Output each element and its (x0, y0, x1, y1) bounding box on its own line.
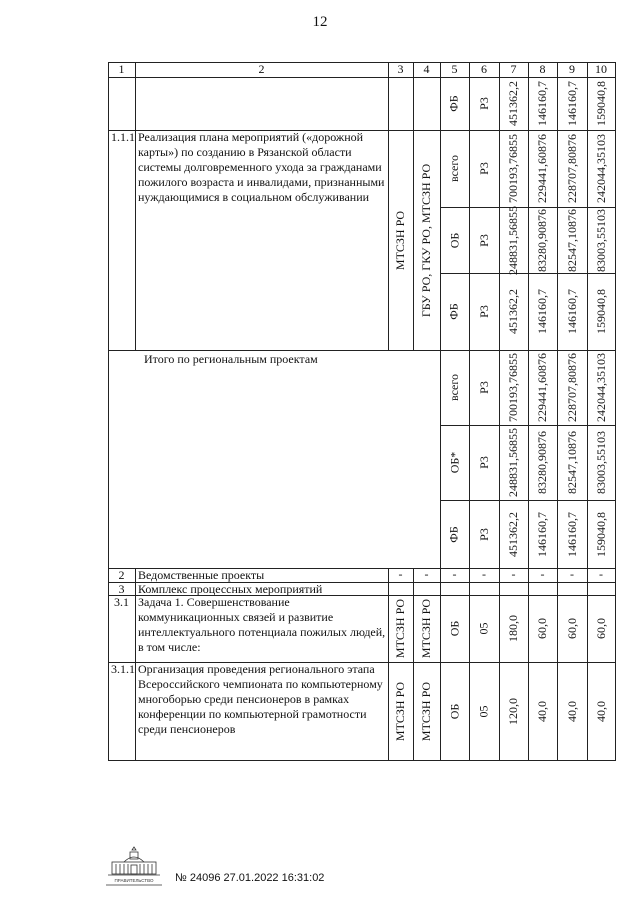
amount-value: 700193,76855 (506, 134, 520, 203)
column-header: 6 (481, 62, 487, 76)
fund-source: ОБ (447, 620, 461, 637)
amount-value: 248831,56855 (506, 205, 520, 275)
amount-value: 40,0 (535, 700, 549, 722)
empty-dash: - (599, 568, 603, 581)
empty-dash: - (540, 568, 545, 581)
amount-value: 228707,80876 (564, 134, 579, 203)
amount-value-cell (499, 77, 528, 130)
table-rule (108, 760, 616, 761)
budget-code-cell (469, 77, 499, 130)
amount-value-cell (528, 130, 557, 207)
amount-value: 82547,10876 (564, 208, 579, 272)
government-seal-icon (104, 846, 164, 890)
amount-value-cell (557, 425, 587, 500)
fund-source: ФБ (447, 303, 461, 320)
fund-source: всего (447, 373, 461, 402)
table-rule (615, 62, 616, 761)
column-header: 1 (118, 62, 125, 76)
amount-value: 229441,60876 (535, 353, 549, 422)
budget-code: 05 (476, 622, 491, 635)
row-title: Задача 1. Совершенствование коммуникационных связей и развитие интеллектуального потенциала пожилых людей, в том числе: (138, 595, 386, 654)
amount-value-cell (557, 130, 587, 207)
fund-source: ОБ (447, 703, 461, 719)
column-header: 8 (539, 62, 546, 76)
budget-code: Р3 (476, 381, 491, 394)
footer (0, 846, 640, 896)
budget-code-cell (469, 662, 499, 760)
empty-dash: - (570, 568, 574, 581)
co-executors: МТСЗН РО (419, 681, 434, 741)
amount-value-cell (499, 207, 528, 273)
column-header: 3 (397, 62, 404, 76)
column-header: 4 (423, 62, 430, 76)
amount-value-cell (557, 207, 587, 273)
amount-value-cell (499, 273, 528, 350)
amount-value: 248831,56855 (506, 428, 520, 497)
amount-value-cell (528, 595, 557, 662)
empty-dash: - (482, 568, 486, 581)
responsible-executor: МТСЗН РО (393, 598, 408, 659)
row-title: Комплекс процессных мероприятий (138, 582, 323, 595)
budget-code: Р3 (476, 233, 491, 247)
row-title: Реализация плана мероприятий («дорожной карты») по созданию в Рязанской области системы долговременного ухода за гражданами пожилого возраста и инвалидами, признанными нуждающимися в социальном обслуживании (138, 130, 385, 204)
amount-value-cell (587, 130, 615, 207)
amount-value: 83003,55103 (593, 208, 608, 272)
amount-value: 82547,10876 (564, 431, 579, 494)
amount-value-cell (587, 77, 615, 130)
amount-value: 229441,60876 (535, 134, 549, 203)
amount-value: 120,0 (506, 697, 520, 725)
budget-code-cell (469, 130, 499, 207)
amount-value: 451362,2 (506, 81, 520, 126)
amount-value: 242044,35103 (593, 353, 608, 422)
column-header: 9 (569, 62, 575, 76)
amount-value-cell (528, 500, 557, 568)
amount-value-cell (587, 207, 615, 273)
amount-value-cell (557, 350, 587, 425)
empty-dash: - (424, 568, 429, 581)
amount-value-cell (499, 595, 528, 662)
svg-text:ПРАВИТЕЛЬСТВО: ПРАВИТЕЛЬСТВО (114, 878, 154, 883)
amount-value-cell (557, 595, 587, 662)
amount-value: 159040,8 (593, 81, 608, 126)
registration-stamp: № 24096 27.01.2022 16:31:02 (175, 872, 325, 884)
amount-value: 146160,7 (535, 289, 549, 334)
amount-value: 146160,7 (535, 511, 549, 557)
column-header: 2 (258, 62, 265, 76)
amount-value: 146160,7 (564, 81, 579, 126)
budget-code: 05 (476, 705, 491, 717)
budget-code-cell (469, 273, 499, 350)
fund-source-cell (440, 425, 469, 500)
amount-value-cell (499, 350, 528, 425)
fund-source: ФБ (447, 95, 461, 112)
empty-dash: - (511, 568, 516, 581)
amount-value-cell (499, 130, 528, 207)
row-number: 3.1.1 (111, 662, 135, 676)
fund-source-cell (440, 207, 469, 273)
amount-value-cell (528, 350, 557, 425)
amount-value: 159040,8 (593, 511, 608, 557)
column-header: 7 (510, 62, 517, 76)
amount-value: 180,0 (506, 615, 520, 642)
row-number: 2 (118, 568, 125, 582)
amount-value: 40,0 (564, 700, 579, 722)
total-title: Итого по региональным проектам (144, 352, 318, 366)
amount-value-cell (587, 500, 615, 568)
amount-value: 242044,35103 (593, 134, 608, 203)
responsible-executor: МТСЗН РО (393, 210, 408, 270)
responsible-executor: МТСЗН РО (393, 681, 408, 741)
budget-code-cell (469, 595, 499, 662)
amount-value-cell (528, 273, 557, 350)
budget-code-cell (469, 207, 499, 273)
amount-value-cell (557, 662, 587, 760)
fund-source-cell (440, 595, 469, 662)
amount-value: 146160,7 (535, 81, 549, 126)
responsible-executor-cell (388, 662, 413, 760)
fund-source-cell (440, 662, 469, 760)
amount-value-cell (587, 273, 615, 350)
fund-source-cell (440, 77, 469, 130)
budget-code-cell (469, 425, 499, 500)
amount-value-cell (528, 77, 557, 130)
amount-value: 228707,80876 (564, 353, 579, 422)
amount-value: 60,0 (564, 618, 579, 639)
amount-value-cell (587, 595, 615, 662)
budget-code-cell (469, 500, 499, 568)
budget-code: Р3 (476, 162, 491, 175)
amount-value: 83280,90876 (535, 431, 549, 494)
co-executors: ГБУ РО, ГКУ РО, МТСЗН РО (419, 163, 433, 317)
co-executors: МТСЗН РО (419, 598, 434, 659)
amount-value: 451362,2 (506, 511, 520, 557)
fund-source: ОБ* (447, 451, 461, 474)
fund-source: ОБ (447, 232, 461, 248)
fund-source-cell (440, 273, 469, 350)
amount-value-cell (557, 273, 587, 350)
budget-code: Р3 (476, 527, 491, 541)
amount-value: 40,0 (593, 700, 608, 722)
amount-value: 146160,7 (564, 289, 579, 334)
budget-code-cell (469, 350, 499, 425)
amount-value-cell (557, 77, 587, 130)
column-header: 5 (451, 62, 458, 76)
amount-value-cell (587, 350, 615, 425)
responsible-executor-cell (388, 595, 413, 662)
row-number: 3.1 (114, 595, 129, 609)
amount-value: 83280,90876 (535, 208, 549, 272)
page-number: 12 (312, 14, 328, 30)
row-number: 3 (118, 582, 125, 595)
fund-source-cell (440, 350, 469, 425)
fund-source: ФБ (447, 525, 461, 543)
empty-dash: - (398, 568, 403, 581)
fund-source: всего (447, 154, 461, 183)
amount-value-cell (587, 662, 615, 760)
amount-value: 700193,76855 (506, 353, 520, 422)
row-title: Ведомственные проекты (138, 568, 265, 582)
budget-code: Р3 (476, 305, 491, 318)
row-number: 1.1.1 (111, 130, 135, 144)
co-executors-cell (413, 662, 440, 760)
amount-value-cell (528, 662, 557, 760)
co-executors-cell (413, 130, 440, 350)
column-header: 10 (595, 62, 607, 76)
budget-code: Р3 (476, 97, 491, 110)
fund-source-cell (440, 130, 469, 207)
amount-value-cell (528, 207, 557, 273)
responsible-executor-cell (388, 130, 413, 350)
amount-value: 451362,2 (506, 289, 520, 334)
amount-value-cell (499, 662, 528, 760)
amount-value: 146160,7 (564, 511, 579, 557)
fund-source-cell (440, 500, 469, 568)
amount-value: 159040,8 (593, 289, 608, 334)
budget-code: Р3 (476, 456, 491, 469)
row-title: Организация проведения регионального этапа Всероссийского чемпионата по компьютерному многоборью среди пенсионеров в рамках конференции по компьютерной грамотности среди пенсионеров (138, 662, 383, 736)
amount-value-cell (528, 425, 557, 500)
amount-value: 60,0 (593, 618, 608, 639)
empty-dash: - (452, 568, 457, 581)
amount-value: 83003,55103 (593, 431, 608, 494)
amount-value-cell (499, 425, 528, 500)
co-executors-cell (413, 595, 440, 662)
amount-value-cell (587, 425, 615, 500)
amount-value: 60,0 (535, 618, 549, 639)
amount-value-cell (557, 500, 587, 568)
amount-value-cell (499, 500, 528, 568)
